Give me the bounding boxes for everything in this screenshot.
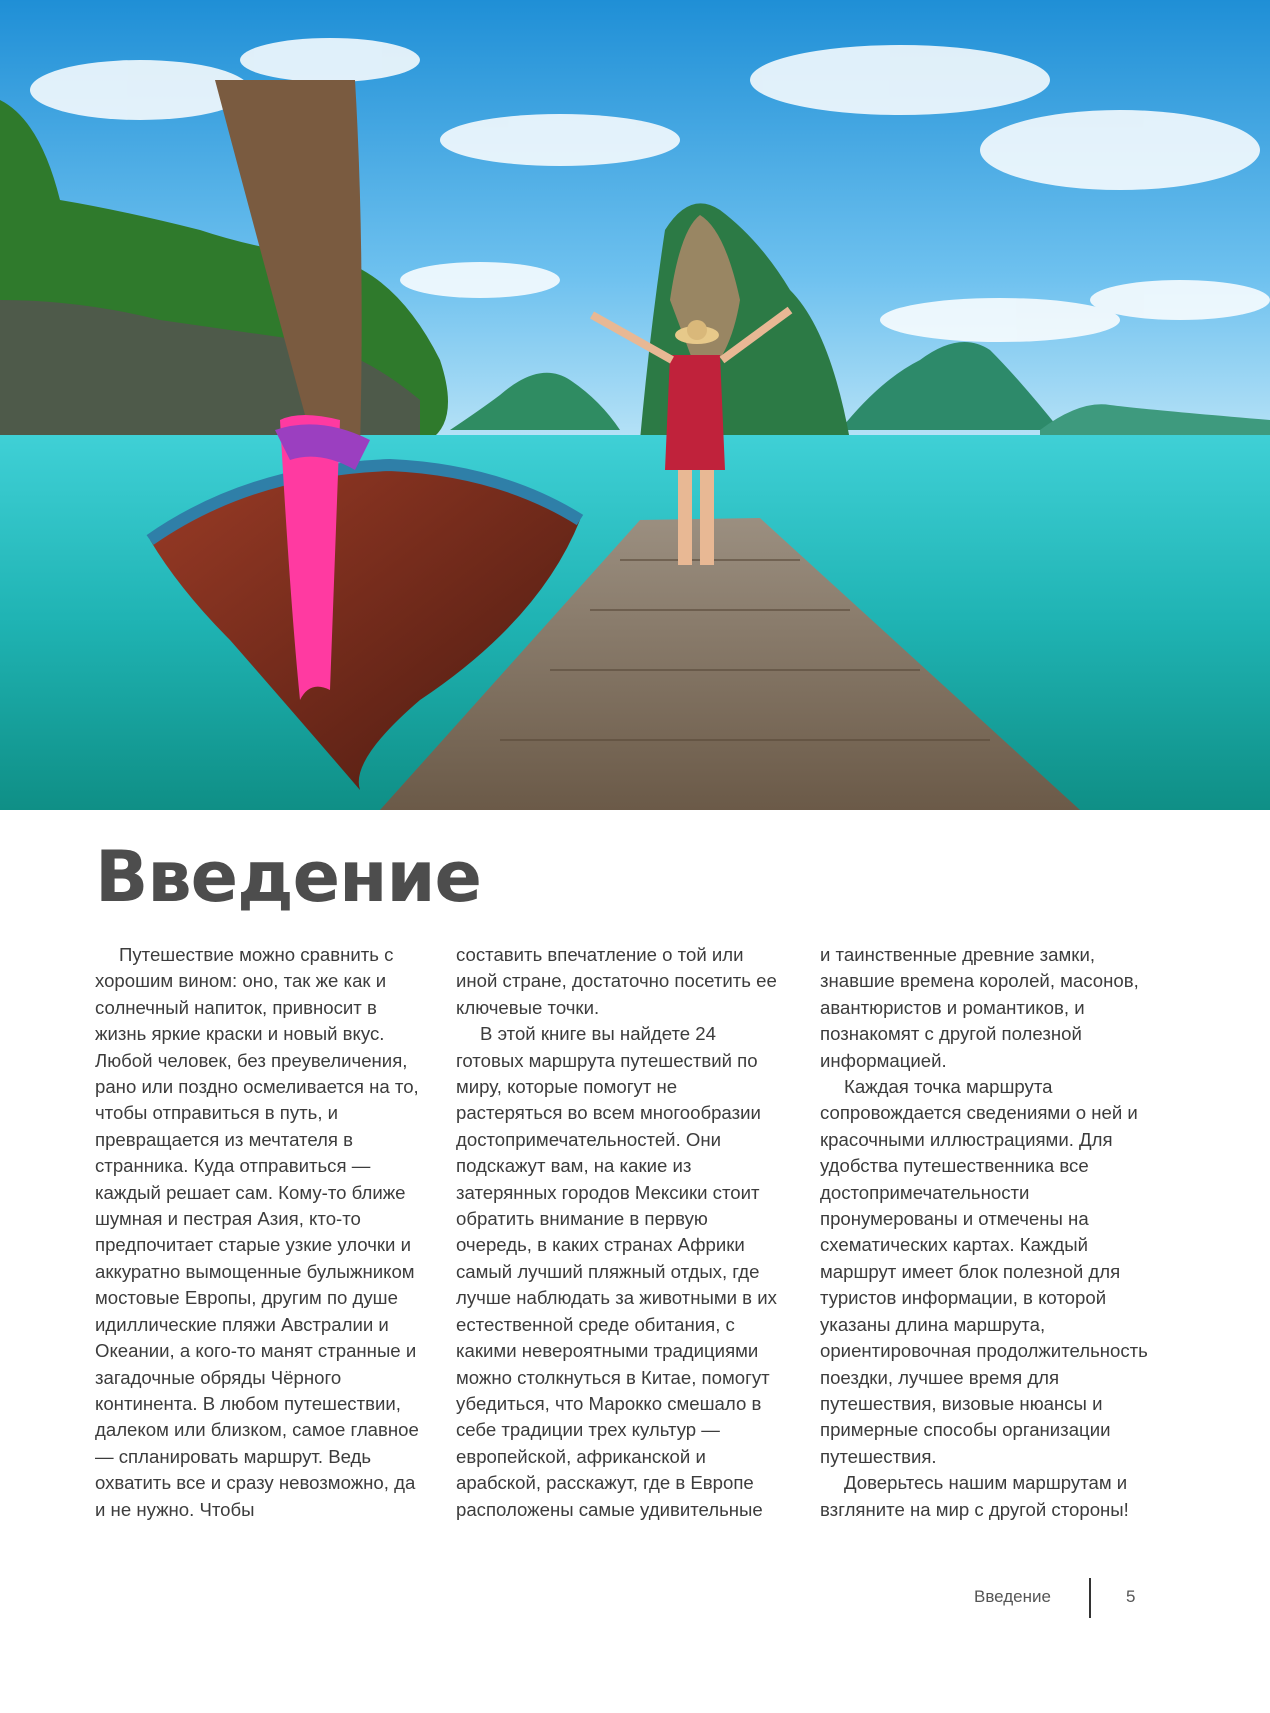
footer-divider: [1089, 1578, 1091, 1618]
paragraph: Путешествие можно сравнить с хорошим вином: оно, так же как и солнечный напиток, привносит в жизнь яркие краски и новый вкус. Любой человек, без преувеличения, рано или поздно осмеливается на то, чтобы отправиться в путь, и превращается из мечтателя в странника. Куда отправиться — каждый решает сам. Кому-то ближе шумная и пестрая Азия, кто-то предпочитает старые узкие улочки и аккуратно вымощенные булыжником мостовые Европы, другим по душе идиллические пляжи Австралии и Океании, а кого-то манят странные и загадочные обряды Чёрного континента. В любом путешествии, далеком или близком, самое главное — спланировать маршрут. Ведь охватить все и сразу невозможно, да и не нужно. Чтобы: [95, 944, 419, 1520]
paragraph: В этой книге вы найдете 24 готовых маршрута путешествий по миру, которые помогут не растеряться во всем многообразии достопримечательностей. Они подскажут вам, на какие из затерянных городов Мексики стоит обратить внимание в первую очередь, в каких странах Африки самый лучший пляжный отдых, где лучше наблюдать за животными в их естественной среде обитания, с какими невероятными традициями можно столкнуться в Китае, помогут убедиться, что Марокко смешало в себе традиции трех культур — европейской, африканской и арабской, расскажут, где в Европе расположены самые удивительные: [456, 1023, 777, 1520]
paragraph: и таинственные древние замки, знавшие времена королей, масонов, авантюристов и романтиков, и познакомят с другой полезной информацией.: [820, 944, 1139, 1071]
text-column-1: [95, 942, 425, 1523]
paragraph: Доверьтесь нашим маршрутам и взгляните на мир с другой стороны!: [820, 1472, 1129, 1520]
paragraph: составить впечатление о той или иной стране, достаточно посетить ее ключевые точки.: [456, 944, 777, 1018]
running-footer-section: Введение: [974, 1587, 1051, 1606]
page-title: Введение: [95, 836, 482, 918]
paragraph: Каждая точка маршрута сопровождается сведениями о ней и красочными иллюстрациями. Для удобства путешественника все достопримечательности пронумерованы и отмечены на схематических картах. Каждый маршрут имеет блок полезной для туристов информации, в которой указаны длина маршрута, ориентировочная продолжительность поездки, лучшее время для путешествия, визовые нюансы и примерные способы организации путешествия.: [820, 1076, 1148, 1467]
page-number: 5: [1126, 1587, 1136, 1606]
hero-photo: [0, 0, 1270, 810]
text-column-2: [456, 942, 786, 1523]
text-column-3: [820, 942, 1150, 1523]
